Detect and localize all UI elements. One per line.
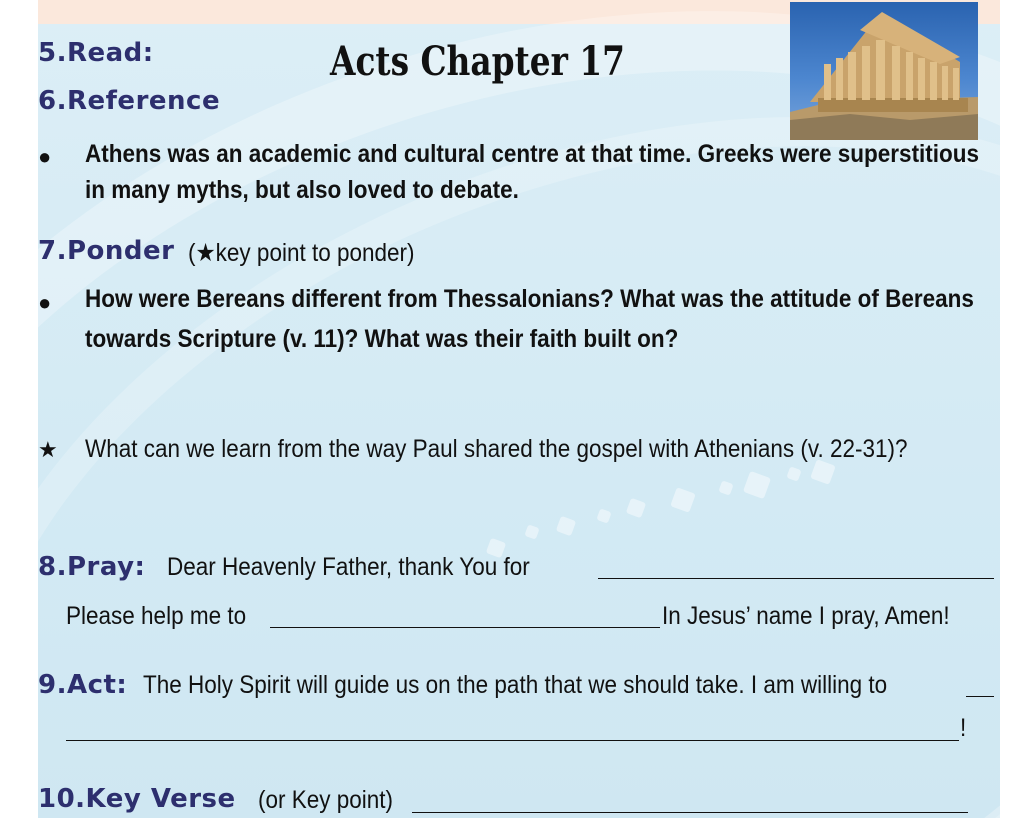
act-text: The Holy Spirit will guide us on the path that we should take. I am willing to (143, 671, 888, 699)
act-blank-1[interactable] (966, 676, 994, 697)
pray-help-blank[interactable] (270, 605, 660, 628)
pray-heading: 8.Pray: (38, 552, 146, 582)
page-title: Acts Chapter 17 (330, 38, 625, 85)
ponder-question-2: What can we learn from the way Paul shared the gospel with Athenians (v. 22-31)? (85, 435, 908, 463)
pray-text-3: In Jesus’ name I pray, Amen! (662, 602, 950, 630)
act-end-mark: ! (960, 714, 967, 742)
ponder-question-1-line-1: How were Bereans different from Thessalonians? What was the attitude of Bereans (85, 285, 974, 313)
key-verse-heading: 10.Key Verse (38, 784, 236, 814)
decorative-dots (488, 460, 848, 570)
star-icon: ★ (38, 437, 58, 462)
parthenon-illustration (790, 2, 978, 140)
bullet-icon: ● (38, 290, 52, 315)
reference-line-1: Athens was an academic and cultural centre at that time. Greeks were superstitious (85, 140, 980, 168)
pray-text-2: Please help me to (66, 602, 247, 630)
ponder-question-1-line-2: towards Scripture (v. 11)? What was their faith built on? (85, 325, 679, 353)
key-verse-note: (or Key point) (258, 786, 394, 814)
bullet-icon: ● (38, 144, 52, 169)
ponder-heading: 7.Ponder (38, 236, 175, 266)
pray-text-1: Dear Heavenly Father, thank You for (167, 553, 530, 581)
act-blank-2[interactable] (66, 718, 959, 741)
parthenon-photo (790, 2, 978, 140)
act-heading: 9.Act: (38, 670, 128, 700)
read-heading: 5.Read: (38, 38, 154, 68)
reference-heading: 6.Reference (38, 86, 221, 116)
key-verse-blank[interactable] (412, 790, 968, 813)
reference-line-2: in many myths, but also loved to debate. (85, 176, 519, 204)
ponder-note: (★key point to ponder) (188, 239, 415, 267)
pray-thanks-blank[interactable] (598, 556, 994, 579)
